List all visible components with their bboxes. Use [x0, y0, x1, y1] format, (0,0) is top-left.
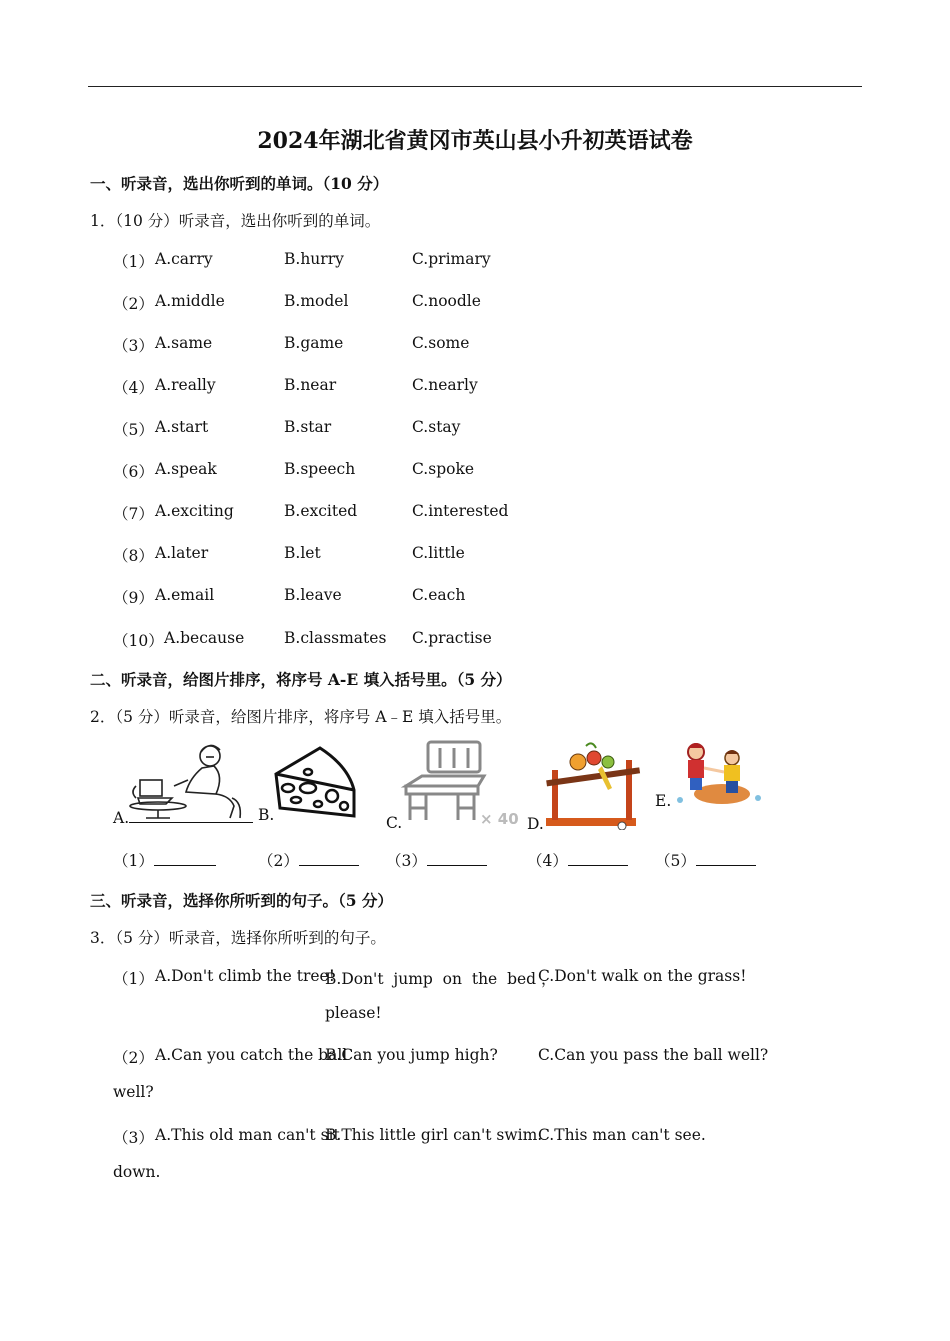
chair-picture [400, 738, 524, 824]
answer-blank-label: （4） [527, 852, 568, 870]
option-a: A.later [155, 544, 209, 562]
option-num: （5） [113, 421, 154, 439]
option-b: B.Don't jump on the bed ， [325, 970, 557, 988]
option-a: A.Don't climb the tree! [155, 967, 335, 985]
option-a-continued: down. [113, 1163, 161, 1181]
option-num: （1） [113, 970, 154, 988]
option-a-continued: well? [113, 1083, 154, 1101]
option-num: （9） [113, 589, 154, 607]
answer-blank-label: （2） [258, 852, 299, 870]
page-title: 2024年湖北省黄冈市英山县小升初英语试卷 [257, 128, 693, 154]
two-kids-picture [676, 740, 762, 806]
question1-text: 1．（10 分）听录音，选出你听到的单词。 [90, 212, 381, 230]
option-num: （10） [113, 632, 164, 650]
option-num: （6） [113, 463, 154, 481]
question2-text: 2．（5 分）听录音，给图片排序，将序号 A﹣E 填入括号里。 [90, 708, 512, 726]
answer-blank-1[interactable] [113, 849, 216, 871]
option-b: B.leave [284, 586, 342, 604]
grandma-computer-picture [128, 740, 250, 820]
option-b: B.speech [284, 460, 356, 478]
fruit-stand-picture [542, 740, 646, 830]
option-b: B.hurry [284, 250, 344, 268]
section3-heading: 三、听录音，选择你所听到的句子。（5 分） [90, 891, 393, 910]
option-b: B.star [284, 418, 332, 436]
option-a: A.exciting [155, 502, 234, 520]
option-b: B.model [284, 292, 349, 310]
option-a: A.middle [155, 292, 225, 310]
option-b: B.let [284, 544, 321, 562]
option-c: C.practise [412, 629, 492, 647]
option-b: B.game [284, 334, 344, 352]
times-forty-text: × 40 [480, 810, 519, 824]
option-c: C.This man can't see. [538, 1126, 706, 1144]
answer-underline [568, 851, 628, 866]
answer-underline [299, 851, 359, 866]
option-c: C.Can you pass the ball well? [538, 1046, 769, 1064]
option-b: B.This little girl can't swim. [325, 1126, 543, 1144]
cheese-picture [272, 744, 358, 820]
answer-underline [427, 851, 487, 866]
option-b: B.Can you jump high? [325, 1046, 498, 1064]
section2-heading: 二、听录音，给图片排序，将序号 A-E 填入括号里。（5 分） [90, 670, 512, 689]
option-c: C.some [412, 334, 470, 352]
option-a: A.because [164, 629, 245, 647]
picture-b-label: B. [258, 806, 275, 824]
option-num: （8） [113, 547, 154, 565]
answer-blank-3[interactable] [386, 849, 487, 871]
answer-blank-label: （1） [113, 852, 154, 870]
picture-a-letter: A. [113, 809, 130, 827]
option-c: C.nearly [412, 376, 478, 394]
option-a: A.speak [155, 460, 217, 478]
option-a: A.Can you catch the ball [155, 1046, 348, 1064]
answer-blank-label: （5） [655, 852, 696, 870]
answer-blank-5[interactable] [655, 849, 756, 871]
option-num: （4） [113, 379, 154, 397]
section1-heading: 一、听录音，选出你听到的单词。（10 分） [90, 174, 389, 193]
option-c: C.stay [412, 418, 461, 436]
answer-underline [154, 851, 216, 866]
option-b-continued: please! [325, 1004, 382, 1022]
option-num: （1） [113, 253, 154, 271]
option-c: C.Don't walk on the grass! [538, 967, 747, 985]
option-num: （3） [113, 337, 154, 355]
option-c: C.interested [412, 502, 509, 520]
option-a: A.really [155, 376, 216, 394]
option-c: C.primary [412, 250, 491, 268]
option-b: B.classmates [284, 629, 387, 647]
question3-text: 3．（5 分）听录音，选择你所听到的句子。 [90, 929, 386, 947]
option-a: A.carry [155, 250, 213, 268]
option-num: （3） [113, 1129, 154, 1147]
picture-e-label: E. [655, 792, 672, 810]
option-a: A.same [155, 334, 213, 352]
option-a: A.This old man can't sit [155, 1126, 340, 1144]
option-b: B.excited [284, 502, 358, 520]
answer-blank-2[interactable] [258, 849, 359, 871]
option-b: B.near [284, 376, 337, 394]
answer-blank-4[interactable] [527, 849, 628, 871]
picture-d-label: D. [527, 815, 544, 833]
header-rule [88, 86, 862, 87]
option-a: A.email [155, 586, 215, 604]
option-c: C.each [412, 586, 466, 604]
option-c: C.spoke [412, 460, 475, 478]
option-c: C.noodle [412, 292, 481, 310]
option-num: （2） [113, 295, 154, 313]
answer-blank-label: （3） [386, 852, 427, 870]
option-num: （2） [113, 1049, 154, 1067]
picture-c-label: C. [386, 814, 403, 832]
option-a: A.start [155, 418, 209, 436]
option-c: C.little [412, 544, 465, 562]
answer-underline [696, 851, 756, 866]
option-num: （7） [113, 505, 154, 523]
